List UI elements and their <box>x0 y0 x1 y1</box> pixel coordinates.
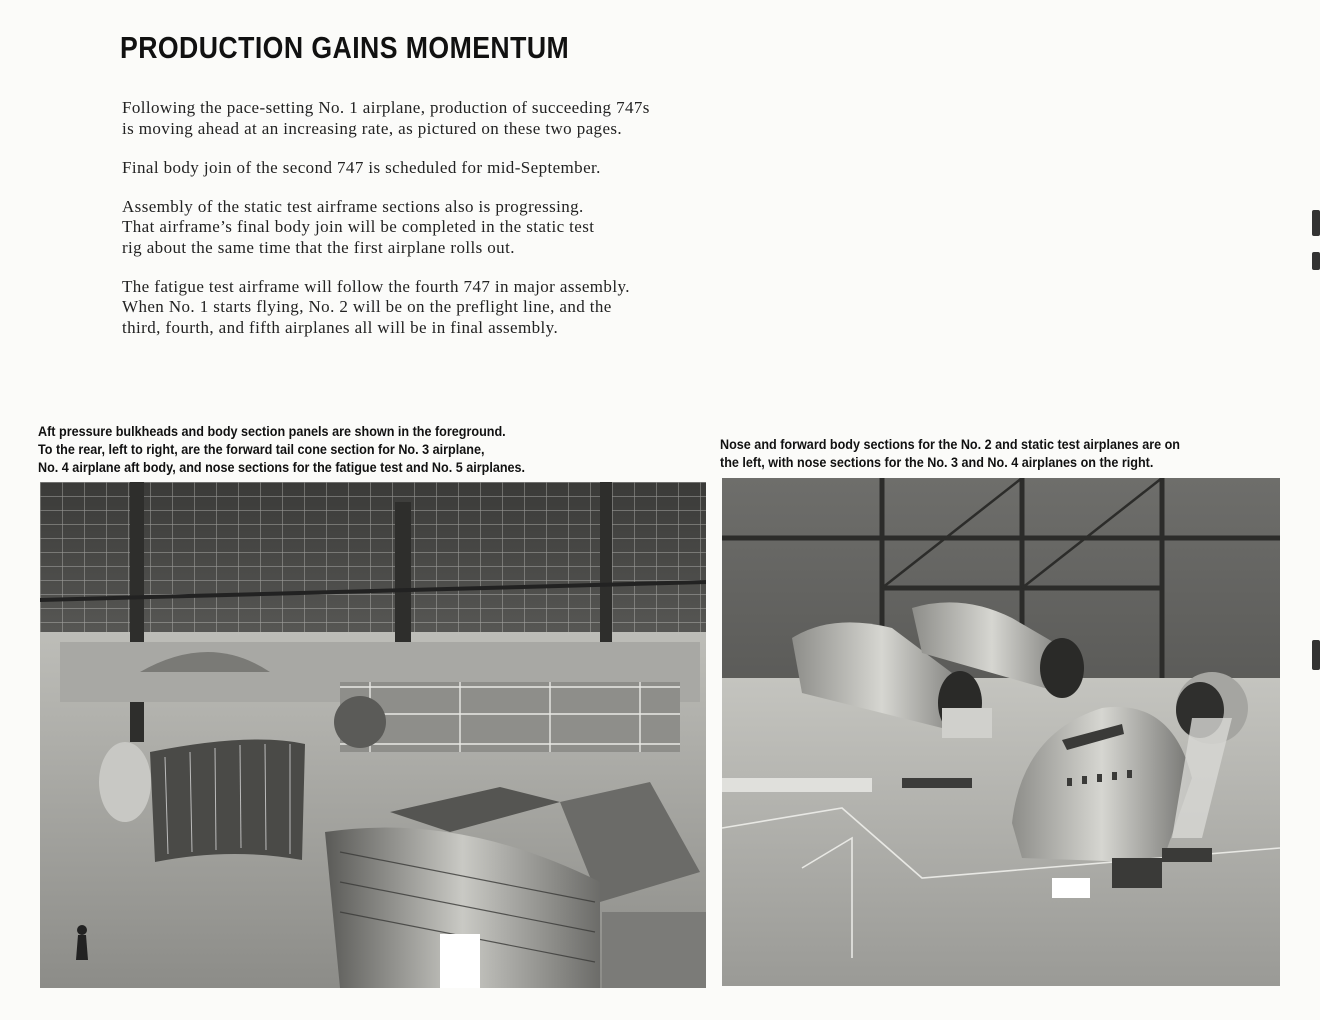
paragraph-1 <box>122 98 762 139</box>
paragraph-2 <box>122 158 762 179</box>
paragraph-line: When No. 1 starts flying, No. 2 will be on the preflight line, and the <box>122 297 612 316</box>
fuselage-sections-photo <box>722 478 1280 986</box>
scan-edge-mark <box>1312 640 1320 670</box>
right-photo-caption <box>720 435 1180 471</box>
article-body <box>122 98 762 357</box>
left-photo-caption <box>38 422 525 476</box>
paragraph-line: Following the pace-setting No. 1 airplane, production of succeeding 747s <box>122 98 650 117</box>
factory-floor-photo <box>40 482 706 988</box>
paragraph-4 <box>122 277 762 339</box>
caption-line: To the rear, left to right, are the forward tail cone section for No. 3 airplane, <box>38 441 485 457</box>
caption-line: Nose and forward body sections for the No. 2 and static test airplanes are on <box>720 436 1181 452</box>
caption-line: No. 4 airplane aft body, and nose sections for the fatigue test and No. 5 airplanes. <box>38 459 526 475</box>
paragraph-line: rig about the same time that the first airplane rolls out. <box>122 237 515 257</box>
scan-edge-mark <box>1312 252 1320 270</box>
caption-line: Aft pressure bulkheads and body section panels are shown in the foreground. <box>38 423 506 439</box>
paragraph-line: third, fourth, and fifth airplanes all will be in final assembly. <box>122 317 559 337</box>
page-title: PRODUCTION GAINS MOMENTUM <box>120 30 570 65</box>
paragraph-line: The fatigue test airframe will follow the fourth 747 in major assembly. <box>122 276 630 296</box>
paragraph-line: That airframe’s final body join will be completed in the static test <box>122 217 595 236</box>
scan-edge-mark <box>1312 210 1320 236</box>
paragraph-line: Assembly of the static test airframe sections also is progressing. <box>122 196 584 216</box>
paragraph-3 <box>122 197 762 259</box>
paragraph-line: is moving ahead at an increasing rate, as pictured on these two pages. <box>122 118 623 138</box>
factory-floor-illustration <box>40 482 706 988</box>
caption-line: the left, with nose sections for the No. 3 and No. 4 airplanes on the right. <box>720 454 1154 470</box>
fuselage-sections-illustration <box>722 478 1280 986</box>
paragraph-line: Final body join of the second 747 is scheduled for mid-September. <box>122 157 601 177</box>
